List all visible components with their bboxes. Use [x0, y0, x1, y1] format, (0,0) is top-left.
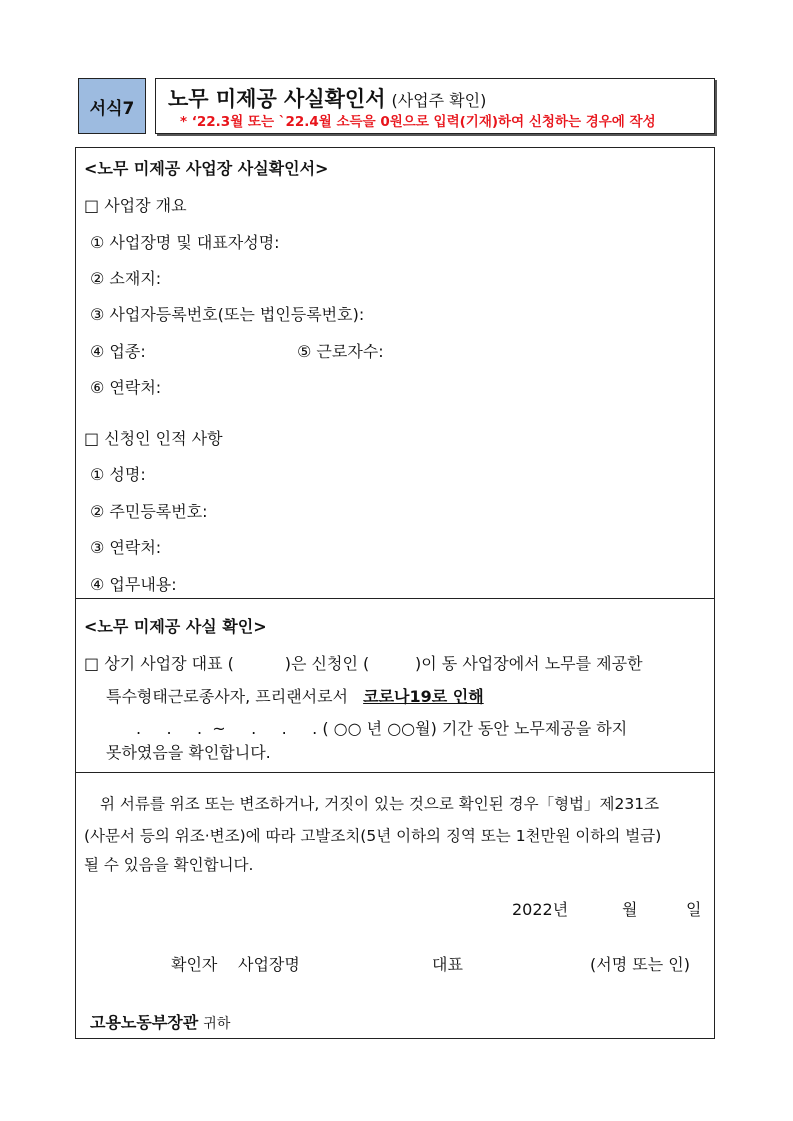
industry-field: ④ 업종: — [90, 342, 146, 361]
confirmation-line-2 — [106, 687, 484, 707]
date-year: 2022년 — [512, 900, 569, 919]
business-contact-field: ⑥ 연락처: — [90, 378, 162, 397]
covid-emphasis: 코로나19로 인해 — [363, 687, 484, 706]
confirmation-line-2-text: 특수형태근로종사자, 프리랜서로서 — [106, 687, 349, 706]
section2-heading: <노무 미제공 사실 확인> — [84, 617, 267, 636]
confirmer-label: 확인자 — [171, 955, 218, 974]
signature-label: (서명 또는 인) — [590, 955, 690, 974]
applicant-contact-field: ③ 연락처: — [90, 538, 162, 557]
business-name-field: ① 사업장명 및 대표자성명: — [90, 233, 280, 252]
business-overview-title: □ 사업장 개요 — [84, 196, 187, 215]
resident-number-field: ② 주민등록번호: — [90, 502, 208, 521]
title-box — [155, 78, 715, 134]
applicant-name-field: ① 성명: — [90, 465, 146, 484]
divider — [76, 598, 714, 599]
confirmation-line-1: □ 상기 사업장 대표 ( )은 신청인 ( )이 동 사업장에서 노무를 제공한 — [84, 654, 643, 673]
confirmation-line-4: 못하였음을 확인합니다. — [106, 743, 271, 762]
date-day: 일 — [686, 900, 702, 919]
document-title — [168, 83, 486, 113]
job-description-field: ④ 업무내용: — [90, 575, 177, 594]
recipient-name: 고용노동부장관 — [90, 1013, 199, 1032]
title-text: 노무 미제공 사실확인서 — [168, 87, 386, 111]
recipient — [90, 1013, 230, 1034]
employee-count-field: ⑤ 근로자수: — [297, 342, 384, 361]
warning-line-2: (사문서 등의 위조·변조)에 따라 고발조치(5년 이하의 징역 또는 1천만원 이하의 벌금) — [84, 827, 662, 845]
business-name-label: 사업장명 — [238, 955, 300, 974]
confirmation-line-3: . . . ~ . . . ( ○○ 년 ○○월) 기간 동안 노무제공을 하지 — [136, 719, 628, 738]
date-month: 월 — [622, 900, 638, 919]
warning-line-3: 될 수 있음을 확인합니다. — [84, 856, 254, 874]
title-subtitle: (사업주 확인) — [391, 91, 487, 110]
registration-number-field: ③ 사업자등록번호(또는 법인등록번호): — [90, 305, 365, 324]
section1-heading: <노무 미제공 사업장 사실확인서> — [84, 159, 329, 178]
form-number-badge: 서식7 — [78, 78, 146, 134]
address-field: ② 소재지: — [90, 269, 162, 288]
representative-label: 대표 — [432, 955, 463, 974]
warning-line-1: 위 서류를 위조 또는 변조하거나, 거짓이 있는 것으로 확인된 경우「형법」제231조 — [100, 795, 660, 813]
red-note: * ‘22.3월 또는 `22.4월 소득을 0원으로 입력(기재)하여 신청하는 경우에 작성 — [180, 114, 656, 130]
recipient-suffix: 귀하 — [203, 1016, 231, 1032]
applicant-info-title: □ 신청인 인적 사항 — [84, 429, 223, 448]
divider — [76, 772, 714, 773]
form-body — [75, 147, 715, 1039]
